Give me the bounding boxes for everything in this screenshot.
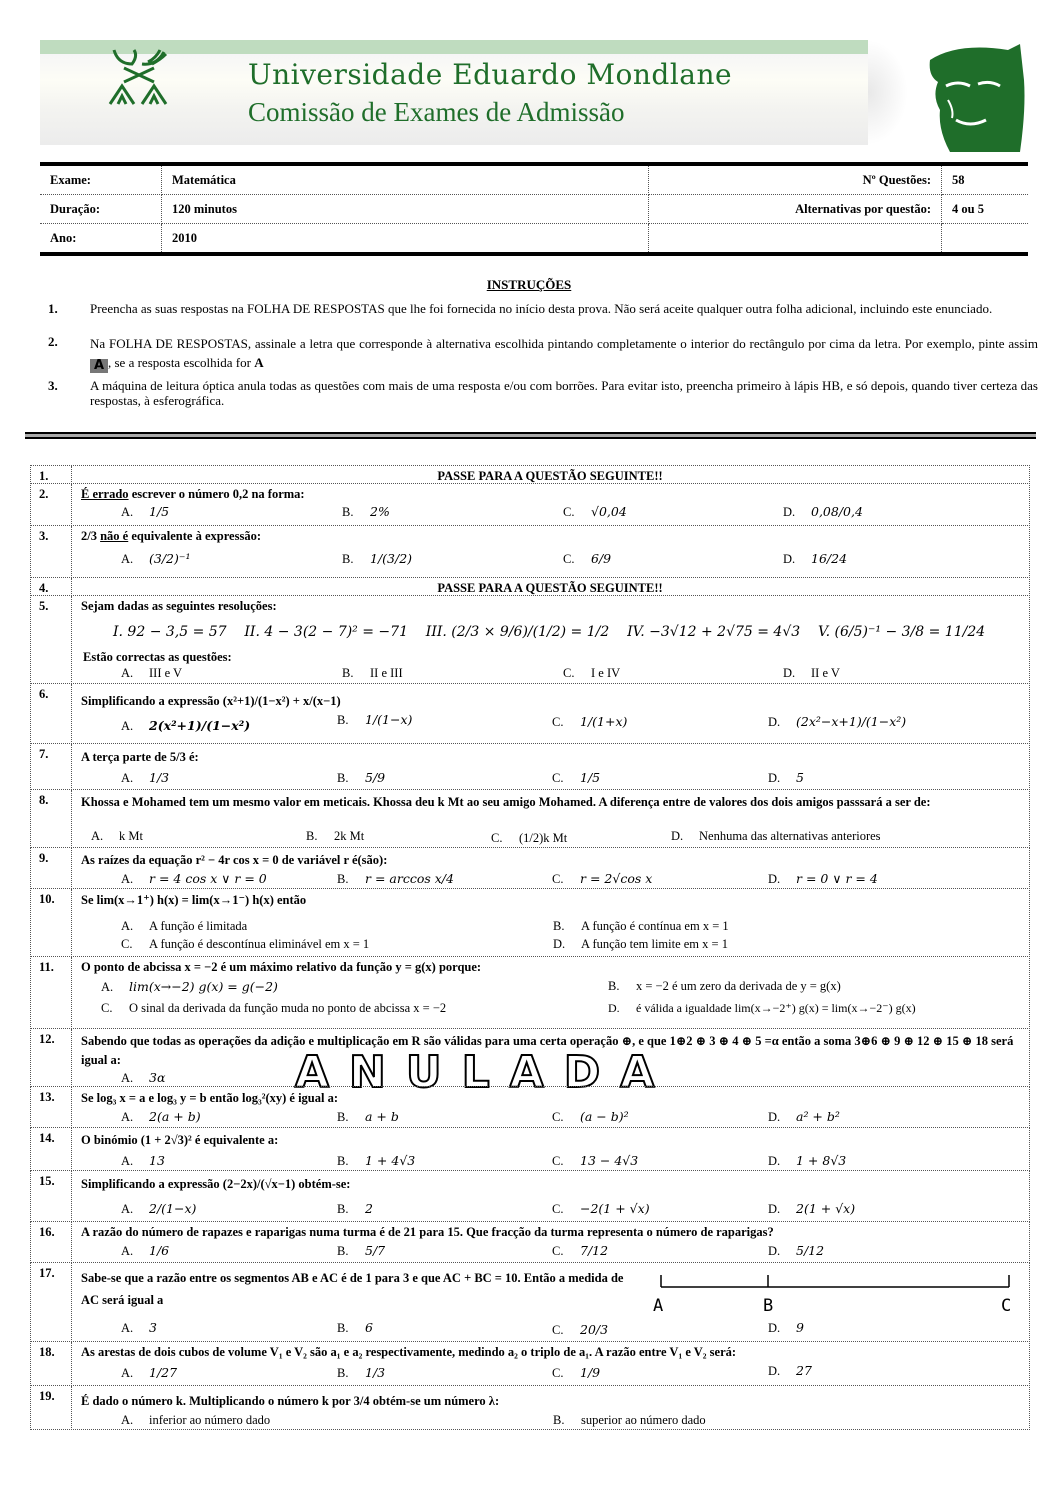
question-stem: Se lim(x→1⁺) h(x) = lim(x→1⁻) h(x) então xyxy=(81,893,307,907)
option-letter: D. xyxy=(768,1202,781,1216)
option-a[interactable] xyxy=(121,871,267,887)
question-4 xyxy=(30,577,1030,596)
option-value: (a − b)² xyxy=(580,1109,629,1124)
option-value: é válida a igualdade lim(x→−2⁺) g(x) = lim(x→−2⁻) g(x) xyxy=(636,1001,916,1015)
option-letter: B. xyxy=(337,1366,349,1380)
question-number: 19. xyxy=(39,1389,55,1403)
exam-label: Exame: xyxy=(40,164,162,195)
option-letter: B. xyxy=(337,1244,349,1258)
option-b[interactable] xyxy=(608,979,841,994)
option-a[interactable] xyxy=(121,504,169,520)
option-value: 0,08/0,4 xyxy=(811,504,863,519)
option-value: III e V xyxy=(149,666,183,680)
option-letter: A. xyxy=(121,1413,134,1427)
stem-underlined: É errado xyxy=(81,487,129,501)
option-value: 1/3 xyxy=(365,1365,386,1380)
question-number: 18. xyxy=(39,1345,55,1359)
option-letter: C. xyxy=(552,872,564,886)
question-number: 5. xyxy=(39,599,49,613)
option-a[interactable] xyxy=(121,770,169,786)
option-letter: C. xyxy=(552,1366,564,1380)
instructions-title: INSTRUÇÕES xyxy=(486,277,572,292)
option-letter: B. xyxy=(337,1202,349,1216)
option-letter: B. xyxy=(553,919,565,933)
option-value: A função é descontínua eliminável em x = 1 xyxy=(149,937,370,951)
question-number: 6. xyxy=(39,687,49,701)
option-a[interactable] xyxy=(121,551,190,567)
option-value: 1 + 4√3 xyxy=(365,1153,416,1168)
option-value: 1/(1+x) xyxy=(580,714,628,729)
option-letter: C. xyxy=(563,505,575,519)
option-d[interactable] xyxy=(783,551,847,567)
exam-info-table xyxy=(40,162,1028,256)
uem-logo-icon xyxy=(104,46,174,106)
option-value: x = −2 é um zero da derivada de y = g(x) xyxy=(636,979,841,993)
option-a[interactable] xyxy=(121,1070,165,1086)
question-6 xyxy=(30,683,1030,744)
option-letter: B. xyxy=(337,872,349,886)
question-14 xyxy=(30,1127,1030,1171)
option-d[interactable] xyxy=(553,937,728,952)
annulled-stamp: ANULADA xyxy=(295,1047,675,1098)
option-value: 2(a + b) xyxy=(149,1109,201,1124)
option-letter: A. xyxy=(121,1110,134,1124)
option-d[interactable] xyxy=(768,1153,846,1169)
option-c[interactable] xyxy=(552,770,600,786)
option-value: II e V xyxy=(811,666,840,680)
option-letter: A. xyxy=(121,1071,134,1085)
question-17 xyxy=(30,1262,1030,1342)
option-value: r = 4 cos x ∨ r = 0 xyxy=(149,871,267,886)
option-letter: B. xyxy=(337,1110,349,1124)
resolution-item: III. (2/3 × 9/6)/(1/2) = 1/2 xyxy=(425,624,610,640)
option-a[interactable] xyxy=(121,666,182,681)
option-value: 2(x²+1)/(1−x²) xyxy=(149,718,251,733)
question-18 xyxy=(30,1341,1030,1386)
question-number: 4. xyxy=(39,581,49,595)
resolution-item: I. 92 − 3,5 = 57 xyxy=(113,624,227,640)
option-b[interactable] xyxy=(337,1153,415,1169)
option-value: 1/5 xyxy=(149,504,170,519)
option-letter: C. xyxy=(552,1154,564,1168)
option-b[interactable] xyxy=(306,829,364,844)
option-a[interactable] xyxy=(121,1365,177,1381)
question-stem: Simplificando a expressão (x²+1)/(1−x²) + x/(x−1) xyxy=(81,694,341,708)
filled-answer-sample: A xyxy=(90,359,108,373)
option-letter: B. xyxy=(342,505,354,519)
option-value: 27 xyxy=(796,1363,812,1378)
option-letter: C. xyxy=(552,1202,564,1216)
option-letter: D. xyxy=(608,1001,620,1015)
point-a-label: A xyxy=(653,1296,664,1316)
instruction-number: 1. xyxy=(48,301,58,316)
option-letter: D. xyxy=(783,505,796,519)
instruction-text: Preencha as suas respostas na FOLHA DE RESPOSTAS que lhe foi fornecida no início desta prova. Não será aceite qualquer outra folha adicional, incluindo este enunciado. xyxy=(90,301,993,316)
option-a[interactable] xyxy=(121,1109,201,1125)
option-letter: D. xyxy=(768,872,781,886)
question-9 xyxy=(30,847,1030,889)
option-b[interactable] xyxy=(337,871,454,887)
option-value: lim(x→−2) g(x) = g(−2) xyxy=(129,979,278,994)
option-b[interactable] xyxy=(337,1320,373,1336)
point-b-label: B xyxy=(763,1296,774,1316)
question-16 xyxy=(30,1221,1030,1263)
option-c[interactable] xyxy=(101,1001,446,1016)
option-value: 13 xyxy=(149,1153,165,1168)
option-value: (1/2)k Mt xyxy=(519,831,568,845)
option-letter: D. xyxy=(768,1244,781,1258)
duration-value: 120 minutos xyxy=(162,195,649,224)
question-number: 1. xyxy=(39,469,49,483)
option-b[interactable] xyxy=(553,1413,706,1428)
option-value: 6/9 xyxy=(591,551,612,566)
question-stem: O ponto de abcissa x = −2 é um máximo relativo da função y = g(x) porque: xyxy=(81,960,482,974)
option-value: 1/5 xyxy=(580,770,601,785)
option-letter: C. xyxy=(552,1244,564,1258)
instruction-number: 2. xyxy=(48,334,58,349)
alternatives-label: Alternativas por questão: xyxy=(649,195,942,224)
option-d[interactable] xyxy=(768,770,804,786)
option-d[interactable] xyxy=(768,871,878,887)
question-stem: Khossa e Mohamed tem um mesmo valor em meticais. Khossa deu k Mt ao seu amigo Mohamed. A diferença entre de valores dos dois amigos passsará a ser de: xyxy=(81,795,931,809)
stem-underlined: não é xyxy=(100,529,129,543)
option-value: 20/3 xyxy=(580,1322,609,1337)
option-value: r = 2√cos x xyxy=(580,871,653,886)
option-a[interactable] xyxy=(121,1153,165,1169)
option-b[interactable] xyxy=(337,1365,385,1381)
option-letter: D. xyxy=(671,829,684,843)
option-c[interactable] xyxy=(552,1322,608,1338)
question-19 xyxy=(30,1385,1030,1430)
question-number: 15. xyxy=(39,1174,55,1188)
option-letter: A. xyxy=(121,505,134,519)
year-value: 2010 xyxy=(162,224,649,255)
question-13 xyxy=(30,1086,1030,1128)
question-8 xyxy=(30,789,1030,848)
option-letter: A. xyxy=(121,1244,134,1258)
option-letter: A. xyxy=(101,980,114,994)
question-5 xyxy=(30,595,1030,684)
instruction-text-part: , se a resposta escolhida for xyxy=(108,355,255,370)
option-value: 1/(1−x) xyxy=(365,712,413,727)
question-stem: A terça parte de 5/3 é: xyxy=(81,750,199,764)
option-value: 5/7 xyxy=(365,1243,386,1258)
option-letter: B. xyxy=(337,1154,349,1168)
option-value: a² + b² xyxy=(796,1109,840,1124)
exam-value: Matemática xyxy=(162,164,649,195)
option-letter: C. xyxy=(563,666,575,680)
option-letter: D. xyxy=(768,715,781,729)
option-b[interactable] xyxy=(337,1243,385,1259)
option-d[interactable] xyxy=(768,1109,840,1125)
option-letter: A. xyxy=(121,919,134,933)
option-value: r = 0 ∨ r = 4 xyxy=(796,871,878,886)
option-c[interactable] xyxy=(121,937,369,952)
option-b[interactable] xyxy=(337,712,412,728)
option-c[interactable] xyxy=(552,1153,638,1169)
instruction-number: 3. xyxy=(48,378,58,393)
option-value: 16/24 xyxy=(811,551,848,566)
option-d[interactable] xyxy=(768,1320,804,1336)
portrait-icon xyxy=(908,40,1036,152)
question-subtext: Estão correctas as questões: xyxy=(83,650,232,664)
question-stem xyxy=(81,529,1019,544)
segment-diagram xyxy=(631,1269,1021,1317)
option-a[interactable] xyxy=(101,979,278,995)
instruction-text-part: Na FOLHA DE RESPOSTAS, assinale a letra que corresponde à alternativa escolhida pintando completamente o interior do rectângulo por cima da letra. Por exemplo, pinte assim xyxy=(90,336,1038,351)
resolution-item: V. (6/5)⁻¹ − 3/8 = 11/24 xyxy=(817,624,986,640)
option-b[interactable] xyxy=(337,1201,373,1217)
divider-line xyxy=(25,437,1036,439)
option-letter: A. xyxy=(91,829,104,843)
question-stem: A razão do número de rapazes e raparigas numa turma é de 21 para 15. Que fracção da turma representa o número de raparigas? xyxy=(81,1225,774,1239)
option-letter: C. xyxy=(491,831,503,845)
option-c[interactable] xyxy=(552,871,652,887)
option-letter: B. xyxy=(337,1321,349,1335)
question-2 xyxy=(30,483,1030,526)
question-number: 12. xyxy=(39,1032,55,1046)
option-c[interactable] xyxy=(563,504,627,520)
option-a[interactable] xyxy=(121,919,247,934)
option-letter: B. xyxy=(306,829,318,843)
question-stem: Sejam dadas as seguintes resoluções: xyxy=(81,599,277,613)
option-value: 2(1 + √x) xyxy=(796,1201,856,1216)
option-value: A função tem limite em x = 1 xyxy=(581,937,728,951)
option-letter: D. xyxy=(768,1110,781,1124)
option-value: 5 xyxy=(796,770,804,785)
option-letter: B. xyxy=(553,1413,565,1427)
option-value: 1/6 xyxy=(149,1243,170,1258)
option-c[interactable] xyxy=(552,1365,600,1381)
option-c[interactable] xyxy=(552,1201,650,1217)
option-value: A função é limitada xyxy=(149,919,248,933)
option-c[interactable] xyxy=(563,666,620,681)
option-value: (3/2)⁻¹ xyxy=(149,551,191,566)
stem-text: escrever o número 0,2 na forma: xyxy=(128,487,305,501)
option-d[interactable] xyxy=(768,1243,824,1259)
question-number: 17. xyxy=(39,1266,55,1280)
option-value: O sinal da derivada da função muda no ponto de abcissa x = −2 xyxy=(129,1001,447,1015)
question-stem: PASSE PARA A QUESTÃO SEGUINTE!! xyxy=(437,469,663,483)
option-letter: C. xyxy=(101,1001,113,1015)
stem-fraction: 2/3 xyxy=(81,529,97,543)
question-number: 9. xyxy=(39,851,49,865)
option-letter: A. xyxy=(121,666,134,680)
question-number: 14. xyxy=(39,1131,55,1145)
table-bottom-border xyxy=(30,1429,1028,1430)
option-d[interactable] xyxy=(768,1201,855,1217)
resolutions-line xyxy=(113,624,985,640)
option-value: 5/12 xyxy=(796,1243,825,1258)
question-3 xyxy=(30,525,1030,578)
year-label: Ano: xyxy=(40,224,162,255)
option-value: √0,04 xyxy=(591,504,627,519)
option-letter: D. xyxy=(768,1154,781,1168)
option-value: 3 xyxy=(149,1320,157,1335)
stem-text: equivalente à expressão: xyxy=(128,529,261,543)
option-letter: B. xyxy=(608,979,620,993)
option-letter: A. xyxy=(121,1321,134,1335)
option-letter: C. xyxy=(552,1323,564,1337)
option-c[interactable] xyxy=(491,831,567,846)
question-15 xyxy=(30,1170,1030,1222)
option-letter: C. xyxy=(552,715,564,729)
question-stem: É dado o número k. Multiplicando o número k por 3/4 obtém-se um número λ: xyxy=(81,1394,500,1408)
instruction-3 xyxy=(48,378,1038,410)
duration-label: Duração: xyxy=(40,195,162,224)
option-letter: A. xyxy=(121,1154,134,1168)
instruction-1 xyxy=(48,301,1038,333)
option-value: inferior ao número dado xyxy=(149,1413,271,1427)
option-letter: A. xyxy=(121,872,134,886)
instruction-text: A máquina de leitura óptica anula todas as questões com mais de uma resposta e/ou com borrões. Para evitar isto, preencha primeiro à lápis HB, e só depois, quando tiver certeza das respostas, à esferográfica. xyxy=(90,378,1038,408)
option-value: a + b xyxy=(365,1109,399,1124)
instruction-text-bold: A xyxy=(254,355,264,370)
option-a[interactable] xyxy=(121,1320,157,1336)
question-stem: Se log₃ x = a e log₃ y = b então log₃²(xy) é igual a: xyxy=(81,1091,339,1105)
option-letter: C. xyxy=(563,552,575,566)
option-value: 1/(3/2) xyxy=(370,551,413,566)
question-number: 3. xyxy=(39,529,49,543)
option-value: k Mt xyxy=(119,829,143,843)
option-letter: D. xyxy=(768,771,781,785)
question-stem xyxy=(81,487,1019,502)
option-a[interactable] xyxy=(121,1243,169,1259)
option-b[interactable] xyxy=(342,551,412,567)
option-value: I e IV xyxy=(591,666,621,680)
option-b[interactable] xyxy=(342,666,403,681)
option-value: 2k Mt xyxy=(334,829,365,843)
option-value: 2/(1−x) xyxy=(149,1201,197,1216)
option-value: r = arccos x/4 xyxy=(365,871,454,886)
option-d[interactable] xyxy=(783,504,863,520)
option-value: 7/12 xyxy=(580,1243,609,1258)
option-letter: D. xyxy=(768,1364,781,1378)
option-value: 1/9 xyxy=(580,1365,601,1380)
option-a[interactable] xyxy=(121,1413,270,1428)
option-b[interactable] xyxy=(553,919,729,934)
option-letter: D. xyxy=(553,937,566,951)
option-value: A função é contínua em x = 1 xyxy=(581,919,729,933)
option-value: 2% xyxy=(370,504,390,519)
option-value: 3α xyxy=(149,1070,166,1085)
option-letter: A. xyxy=(121,552,134,566)
question-number: 16. xyxy=(39,1225,55,1239)
commission-name: Comissão de Exames de Admissão xyxy=(248,97,625,127)
question-10 xyxy=(30,888,1030,957)
question-stem: PASSE PARA A QUESTÃO SEGUINTE!! xyxy=(437,581,663,595)
option-letter: B. xyxy=(337,713,349,727)
option-letter: B. xyxy=(342,552,354,566)
question-number: 2. xyxy=(39,487,49,501)
question-stem: Sabe-se que a razão entre os segmentos AB e AC é de 1 para 3 e que AC + BC = 10. Então a medida de AC será igual a xyxy=(81,1271,624,1307)
option-c[interactable] xyxy=(552,1243,608,1259)
option-letter: B. xyxy=(342,666,354,680)
question-stem: O binómio (1 + 2√3)² é equivalente a: xyxy=(81,1133,279,1147)
option-d[interactable] xyxy=(783,666,840,681)
option-b[interactable] xyxy=(337,770,385,786)
option-value: 1/27 xyxy=(149,1365,178,1380)
option-value: superior ao número dado xyxy=(581,1413,706,1427)
option-value: Nenhuma das alternativas anteriores xyxy=(699,829,881,843)
option-letter: D. xyxy=(768,1321,781,1335)
option-c[interactable] xyxy=(552,714,627,730)
question-1 xyxy=(30,465,1030,484)
option-value: 2 xyxy=(365,1201,373,1216)
option-value: 6 xyxy=(365,1320,373,1335)
option-a[interactable] xyxy=(91,829,143,844)
option-letter: A. xyxy=(121,1366,134,1380)
option-letter: D. xyxy=(783,552,796,566)
option-value: −2(1 + √x) xyxy=(580,1201,650,1216)
option-letter: B. xyxy=(337,771,349,785)
option-value: (2x²−x+1)/(1−x²) xyxy=(796,714,907,729)
question-number: 8. xyxy=(39,793,49,807)
option-letter: C. xyxy=(121,937,133,951)
option-letter: A. xyxy=(121,719,134,733)
resolution-item: II. 4 − 3(2 − 7)² = −71 xyxy=(244,624,408,640)
option-value: 5/9 xyxy=(365,770,386,785)
question-stem: Sabendo que todas as operações da adição e multiplicação em R são válidas para uma certa operação ⊕, e que 1⊕2 ⊕ 3 ⊕ 4 ⊕ 5 =α então a soma 3⊕6 ⊕ 9 ⊕ 12 ⊕ 15 ⊕ 18 será igual a: xyxy=(81,1034,1014,1067)
option-a[interactable] xyxy=(121,718,250,734)
questions-value: 58 xyxy=(942,164,1029,195)
option-d[interactable] xyxy=(608,1001,916,1016)
option-value: II e III xyxy=(370,666,403,680)
alternatives-value: 4 ou 5 xyxy=(942,195,1029,224)
question-stem: Simplificando a expressão (2−2x)/(√x−1) obtém-se: xyxy=(81,1177,351,1191)
option-value: 9 xyxy=(796,1320,804,1335)
resolution-item: IV. −3√12 + 2√75 = 4√3 xyxy=(627,624,801,640)
questions-label: Nº Questões: xyxy=(649,164,942,195)
question-7 xyxy=(30,743,1030,790)
option-letter: D. xyxy=(783,666,796,680)
option-letter: A. xyxy=(121,771,134,785)
question-11 xyxy=(30,956,1030,1029)
option-c[interactable] xyxy=(552,1109,629,1125)
question-number: 10. xyxy=(39,892,55,906)
question-number: 7. xyxy=(39,747,49,761)
option-letter: C. xyxy=(552,771,564,785)
option-letter: A. xyxy=(121,1202,134,1216)
question-stem: As raízes da equação r² − 4r cos x = 0 de variável r é(são): xyxy=(81,853,388,867)
university-name: Universidade Eduardo Mondlane xyxy=(248,58,733,91)
option-value: 1 + 8√3 xyxy=(796,1153,847,1168)
option-c[interactable] xyxy=(563,551,611,567)
point-c-label: C xyxy=(1001,1296,1012,1316)
option-letter: C. xyxy=(552,1110,564,1124)
question-stem: As arestas de dois cubos de volume V₁ e V₂ são a₁ e a₂ respectivamente, medindo a₂ o triplo de a₁. A razão entre V₁ e V₂ será: xyxy=(81,1345,737,1359)
option-d[interactable] xyxy=(671,829,881,844)
option-a[interactable] xyxy=(121,1201,196,1217)
option-d[interactable] xyxy=(768,714,906,730)
option-b[interactable] xyxy=(342,504,390,520)
option-value: 1/3 xyxy=(149,770,170,785)
option-d[interactable] xyxy=(768,1363,812,1379)
option-b[interactable] xyxy=(337,1109,399,1125)
question-number: 13. xyxy=(39,1090,55,1104)
option-value: 13 − 4√3 xyxy=(580,1153,639,1168)
question-number: 11. xyxy=(39,960,54,974)
instruction-2 xyxy=(48,334,1038,372)
instruction-text xyxy=(90,334,1038,373)
